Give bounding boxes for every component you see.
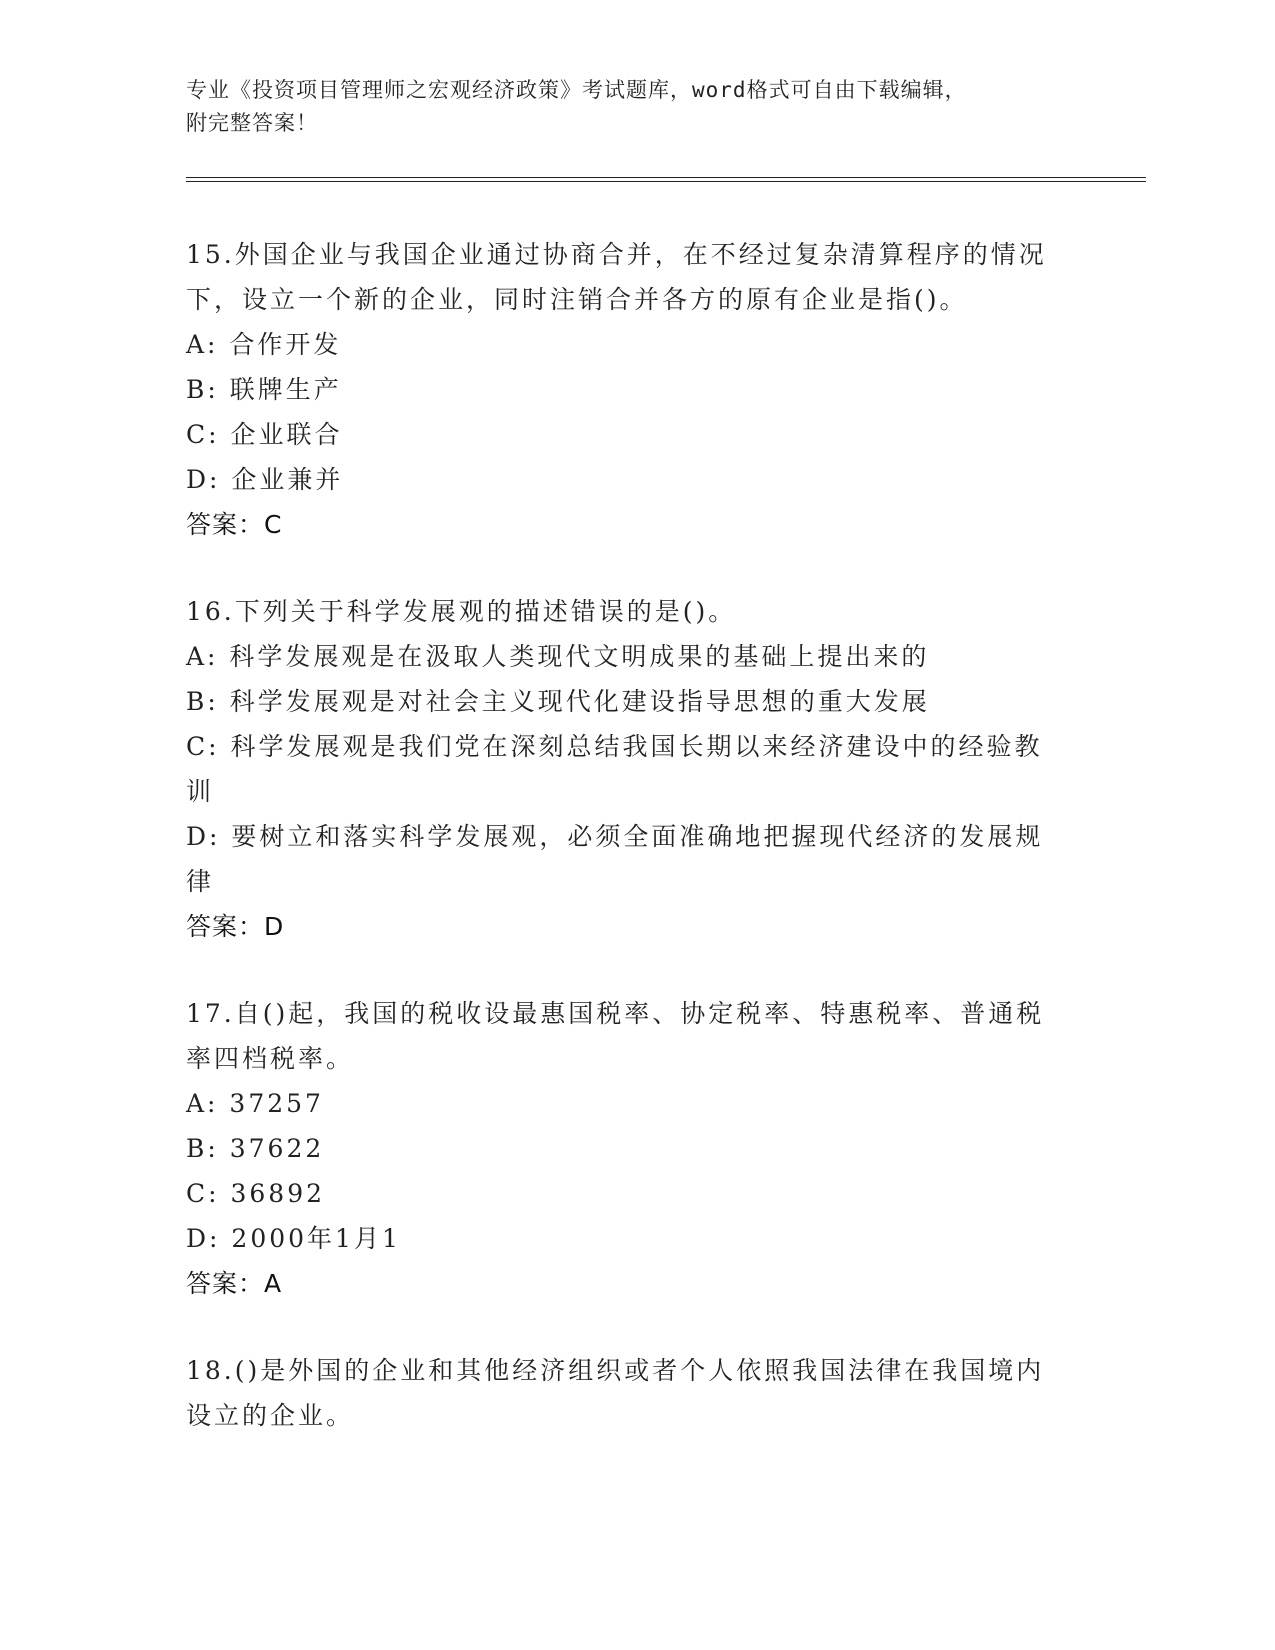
question-15	[186, 232, 1066, 548]
option-b: B: 联牌生产	[186, 375, 342, 404]
option-d: D: 要树立和落实科学发展观，必须全面准确地把握现代经济的发展规律	[186, 822, 1044, 896]
question-17	[186, 991, 1066, 1307]
document-header	[186, 74, 1086, 140]
option-a: A: 合作开发	[186, 330, 342, 359]
option-a: A: 科学发展观是在汲取人类现代文明成果的基础上提出来的	[186, 642, 930, 671]
option-a: A: 37257	[186, 1089, 324, 1118]
header-line-2: 附完整答案！	[186, 111, 318, 135]
question-list	[186, 232, 1066, 1479]
option-b: B: 37622	[186, 1134, 325, 1163]
header-line-1: 专业《投资项目管理师之宏观经济政策》考试题库，word格式可自由下载编辑，	[186, 78, 967, 102]
option-b: B: 科学发展观是对社会主义现代化建设指导思想的重大发展	[186, 687, 930, 716]
question-text: 15.外国企业与我国企业通过协商合并，在不经过复杂清算程序的情况下，设立一个新的企业，同时注销合并各方的原有企业是指()。	[186, 240, 1047, 314]
question-text: 16.下列关于科学发展观的描述错误的是()。	[186, 597, 737, 626]
answer: 答案：D	[186, 912, 285, 941]
question-text: 17.自()起，我国的税收设最惠国税率、协定税率、特惠税率、普通税率四档税率。	[186, 999, 1045, 1073]
question-16	[186, 589, 1066, 950]
answer: 答案：A	[186, 1269, 283, 1298]
option-d: D: 2000年1月1	[186, 1224, 401, 1253]
question-text: 18.()是外国的企业和其他经济组织或者个人依照我国法律在我国境内设立的企业。	[186, 1356, 1045, 1430]
header-divider	[186, 177, 1146, 182]
answer: 答案：C	[186, 510, 283, 539]
option-c: C: 科学发展观是我们党在深刻总结我国长期以来经济建设中的经验教训	[186, 732, 1043, 806]
question-18	[186, 1348, 1066, 1438]
option-c: C: 36892	[186, 1179, 326, 1208]
option-c: C: 企业联合	[186, 420, 343, 449]
option-d: D: 企业兼并	[186, 465, 344, 494]
